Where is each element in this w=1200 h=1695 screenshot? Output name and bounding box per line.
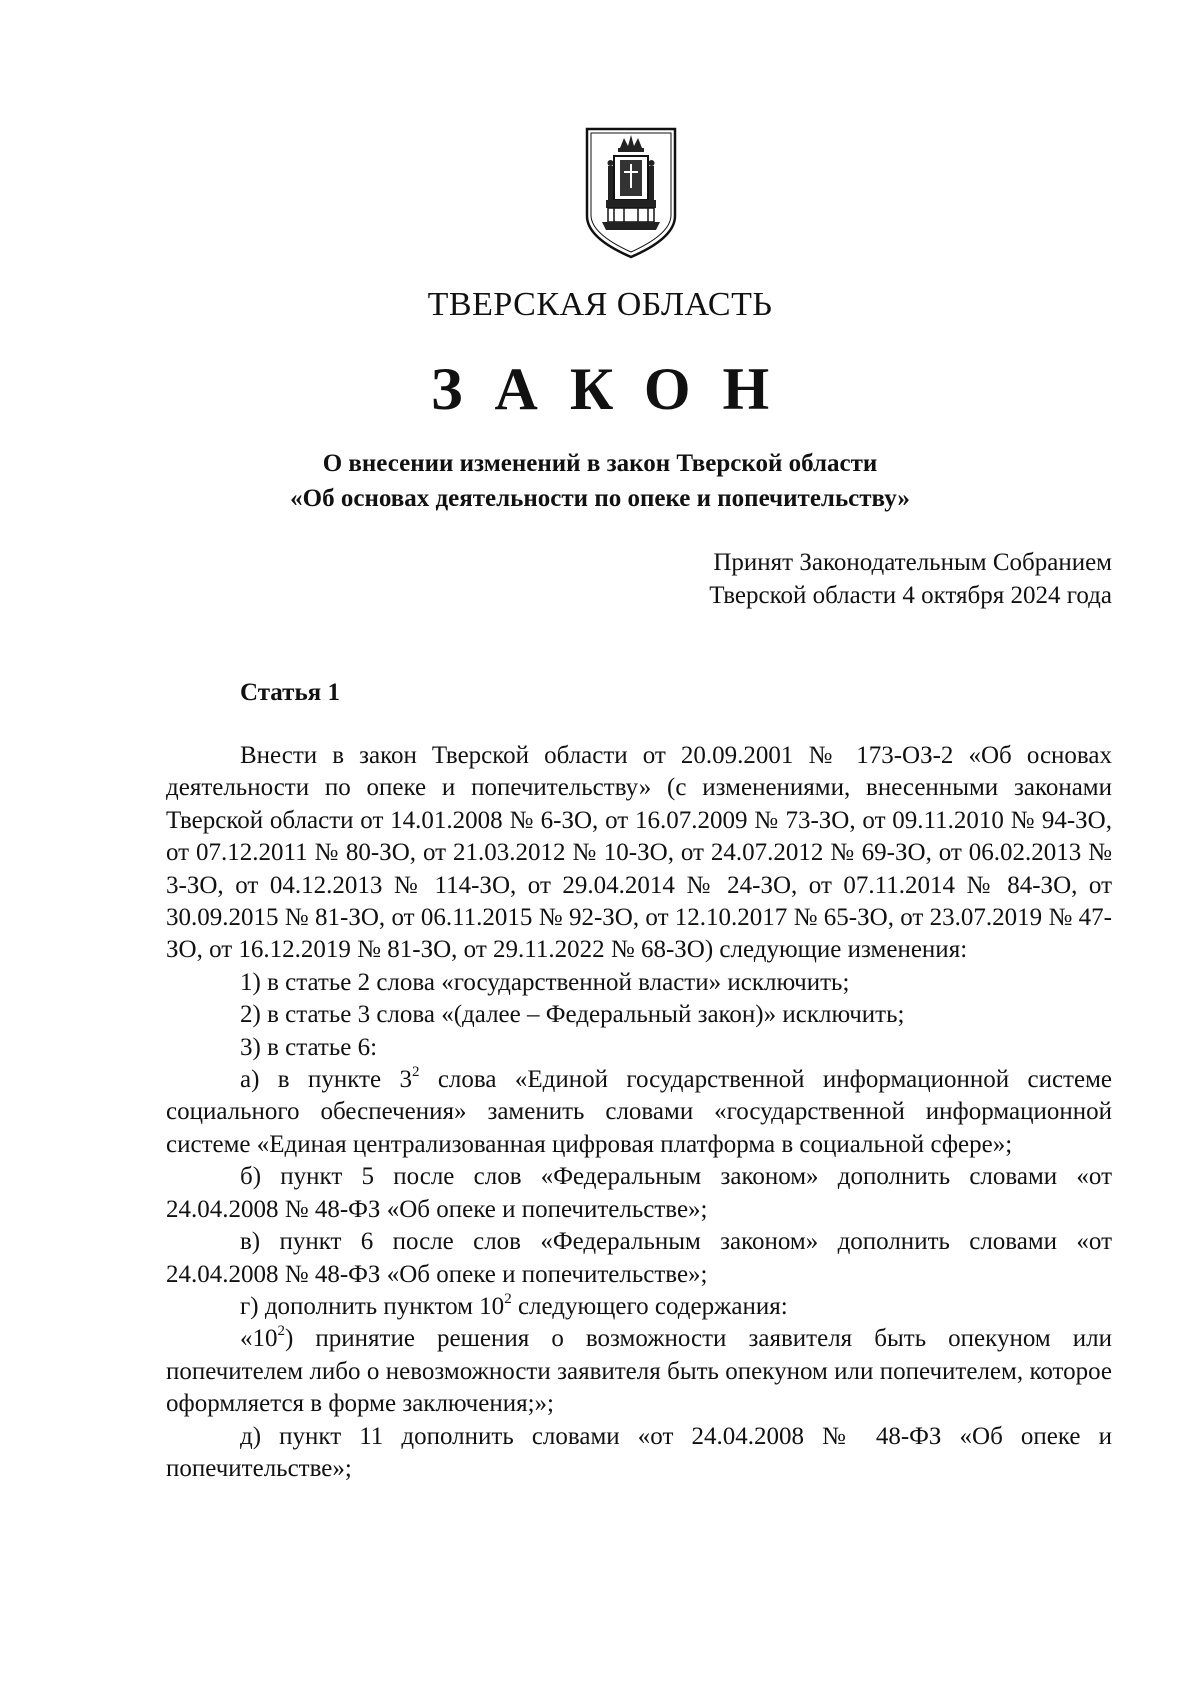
adoption-line-2: Тверской области 4 октября 2024 года (709, 582, 1112, 609)
item-3g-text-start: г) дополнить пунктом 10 (240, 1292, 505, 1320)
article-intro: Внести в закон Тверской области от 20.09.2001 № 173-ОЗ-2 «Об основах деятельности по опеке и попечительству» (с изменениями, внесенными законами Тверской области от 14.01.2008 № 6-ЗО, от 16.07.2009 № 73-ЗО, от 09.11.2010 № 94-ЗО, от 07.12.2011 № 80-ЗО, от 21.03.2012 № 10-ЗО, от 24.07.2012 № 69-ЗО, от 06.02.2013 № 3-ЗО, от 04.12.2013 № 114-ЗО, от 29.04.2014 № 24-ЗО, от 07.11.2014 № 84-ЗО, от 30.09.2015 № 81-ЗО, от 06.11.2015 № 92-ЗО, от 12.10.2017 № 65-ЗО, от 23.07.2019 № 47-ЗО, от 16.12.2019 № 81-ЗО, от 29.11.2022 № 68-ЗО) следующие изменения: (166, 742, 1112, 964)
amendment-item-3c: в) пункт 6 после слов «Федеральным законом» дополнить словами «от 24.04.2008 № 48-ФЗ «Об опеке и попечительстве»; (166, 1228, 1112, 1288)
amendment-item-3a (166, 1064, 1112, 1161)
coat-of-arms-tver-region (584, 126, 678, 260)
article-heading: Статья 1 (240, 679, 340, 706)
quote-text-end: ) принятие решения о возможности заявителя быть опекуном или попечителем либо о невозможности заявителя быть опекуном или попечителем, которое оформляется в форме заключения;»; (166, 1325, 1112, 1418)
new-point-quote (166, 1323, 1112, 1420)
item-3a-text-end: слова «Единой государственной информационной системе социального обеспечения» заменить словами «государственной информационной системе «Единая централизованная цифровая платформа в социальной сфере»; (166, 1066, 1112, 1158)
quote-text-start: «10 (240, 1325, 278, 1353)
amendment-item-1: 1) в статье 2 слова «государственной власти» исключить; (240, 968, 850, 996)
amendment-item-3d: д) пункт 11 дополнить словами «от 24.04.2008 № 48-ФЗ «Об опеке и попечительстве»; (166, 1422, 1112, 1482)
law-title-line-2: «Об основах деятельности по опеке и попечительству» (290, 485, 910, 512)
adoption-line-1: Принят Законодательным Собранием (713, 549, 1112, 576)
amendment-item-3b: б) пункт 5 после слов «Федеральным законом» дополнить словами «от 24.04.2008 № 48-ФЗ «Об опеке и попечительстве»; (166, 1163, 1112, 1223)
quote-superscript: 2 (277, 1322, 285, 1339)
law-title-line-1: О внесении изменений в закон Тверской области (322, 450, 878, 477)
amendment-item-3: 3) в статье 6: (240, 1033, 378, 1061)
item-3a-superscript: 2 (411, 1063, 420, 1080)
article-body (166, 740, 1112, 1485)
document-type: ЗАКОН (430, 356, 802, 422)
amendment-item-3g (166, 1291, 1112, 1323)
item-3g-superscript: 2 (504, 1290, 512, 1307)
region-name: ТВЕРСКАЯ ОБЛАСТЬ (427, 286, 773, 323)
item-3a-text-start: а) в пункте 3 (240, 1066, 412, 1094)
amendment-item-2: 2) в статье 3 слова «(далее – Федеральный закон)» исключить; (240, 1001, 905, 1029)
item-3g-text-end: следующего содержания: (511, 1292, 788, 1320)
